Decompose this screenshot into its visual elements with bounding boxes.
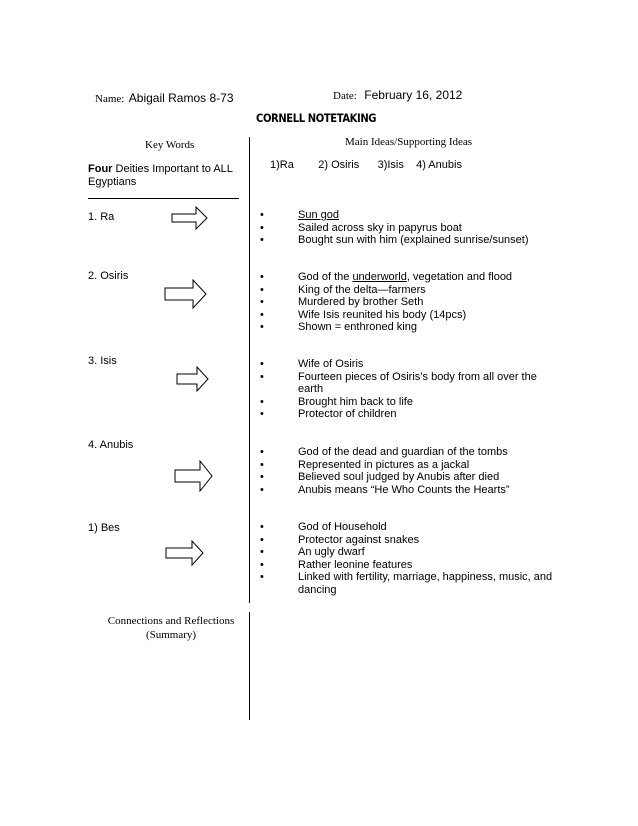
list-item: • Believed soul judged by Anubis after died bbox=[260, 471, 500, 484]
bullet-icon: • bbox=[260, 458, 264, 471]
summary-heading bbox=[86, 614, 256, 642]
list-item: • Bought sun with him (explained sunrise/sunset) bbox=[260, 234, 529, 247]
intro-key-rest: Deities Important to ALL Egyptians bbox=[88, 163, 233, 188]
bullet-icon: • bbox=[260, 395, 264, 408]
bullet-icon: • bbox=[260, 571, 264, 584]
bullet-icon: • bbox=[260, 308, 264, 321]
list-item: • An ugly dwarf bbox=[260, 546, 365, 559]
list-item: • Brought him back to life bbox=[260, 395, 413, 408]
bullet-icon: • bbox=[260, 370, 264, 383]
date-value: February 16, 2012 bbox=[364, 88, 463, 102]
list-item: • Anubis means “He Who Counts the Hearts” bbox=[260, 483, 510, 496]
name-line bbox=[95, 89, 234, 107]
notes-isis bbox=[259, 358, 559, 421]
bullet-icon: • bbox=[260, 408, 264, 421]
bullet-icon: • bbox=[260, 221, 264, 234]
intro-key bbox=[88, 163, 240, 189]
list-item: • God of the dead and guardian of the tombs bbox=[260, 446, 508, 458]
list-item: • Sailed across sky in papyrus boat bbox=[260, 221, 462, 234]
list-item: • Fourteen pieces of Osiris’s body from all over the earth bbox=[260, 370, 537, 396]
name-label: Name: bbox=[95, 93, 125, 105]
summary-line-2: (Summary) bbox=[145, 629, 197, 641]
date-label: Date: bbox=[333, 90, 357, 102]
list-item: • Wife of Osiris bbox=[260, 358, 364, 370]
list-item: • God of Household bbox=[260, 521, 387, 533]
bullet-icon: • bbox=[260, 483, 264, 496]
key-isis: 3. Isis bbox=[88, 355, 117, 367]
notes-anubis bbox=[259, 446, 559, 496]
bullet-icon: • bbox=[260, 546, 264, 559]
list-item: • Shown = enthroned king bbox=[260, 321, 417, 334]
list-item: • King of the delta—farmers bbox=[260, 283, 426, 296]
bullet-icon: • bbox=[260, 283, 264, 296]
notes-bes bbox=[259, 521, 559, 597]
key-anubis: 4. Anubis bbox=[88, 439, 134, 451]
list-item: • Represented in pictures as a jackal bbox=[260, 458, 470, 471]
arrow-right-icon bbox=[164, 279, 208, 309]
arrow-right-icon bbox=[171, 206, 209, 230]
bullet-icon: • bbox=[260, 471, 264, 484]
list-item: • Murdered by brother Seth bbox=[260, 296, 424, 309]
intro-main: 1)Ra 2) Osiris 3)Isis 4) Anubis bbox=[270, 159, 462, 171]
column-divider-upper bbox=[249, 137, 250, 603]
notes-ra bbox=[259, 209, 559, 247]
key-osiris: 2. Osiris bbox=[88, 270, 129, 282]
bullet-icon: • bbox=[260, 558, 264, 571]
key-words-heading: Key Words bbox=[145, 139, 195, 151]
list-item: • Protector against snakes bbox=[260, 533, 420, 546]
bullet-icon: • bbox=[260, 446, 264, 458]
bullet-icon: • bbox=[260, 296, 264, 309]
notes-osiris bbox=[259, 271, 559, 334]
list-item: • Protector of children bbox=[260, 408, 397, 421]
arrow-right-icon bbox=[176, 366, 210, 392]
key-bes: 1) Bes bbox=[88, 522, 120, 534]
summary-line-1: Connections and Reflections bbox=[107, 615, 235, 627]
bullet-icon: • bbox=[260, 521, 264, 533]
date-line bbox=[333, 86, 462, 104]
bullet-icon: • bbox=[260, 234, 264, 247]
page-title: CORNELL NOTETAKING bbox=[256, 113, 377, 126]
list-item: • Rather leonine features bbox=[260, 558, 413, 571]
arrow-right-icon bbox=[174, 460, 214, 492]
key-ra: 1. Ra bbox=[88, 211, 115, 223]
list-item: • Wife Isis reunited his body (14pcs) bbox=[260, 308, 467, 321]
intro-key-bold: Four bbox=[88, 163, 113, 175]
divider-line bbox=[88, 198, 239, 199]
main-ideas-heading: Main Ideas/Supporting Ideas bbox=[345, 136, 473, 148]
bullet-icon: • bbox=[260, 358, 264, 370]
list-item: • Linked with fertility, marriage, happiness, music, and dancing bbox=[260, 571, 553, 596]
arrow-right-icon bbox=[165, 540, 205, 566]
bullet-icon: • bbox=[260, 209, 264, 221]
bullet-icon: • bbox=[260, 271, 264, 283]
bullet-icon: • bbox=[260, 321, 264, 334]
bullet-icon: • bbox=[260, 533, 264, 546]
name-value: Abigail Ramos 8-73 bbox=[128, 91, 234, 105]
list-item: • God of the underworld, vegetation and flood bbox=[260, 271, 513, 283]
list-item: • Sun god bbox=[260, 209, 339, 221]
